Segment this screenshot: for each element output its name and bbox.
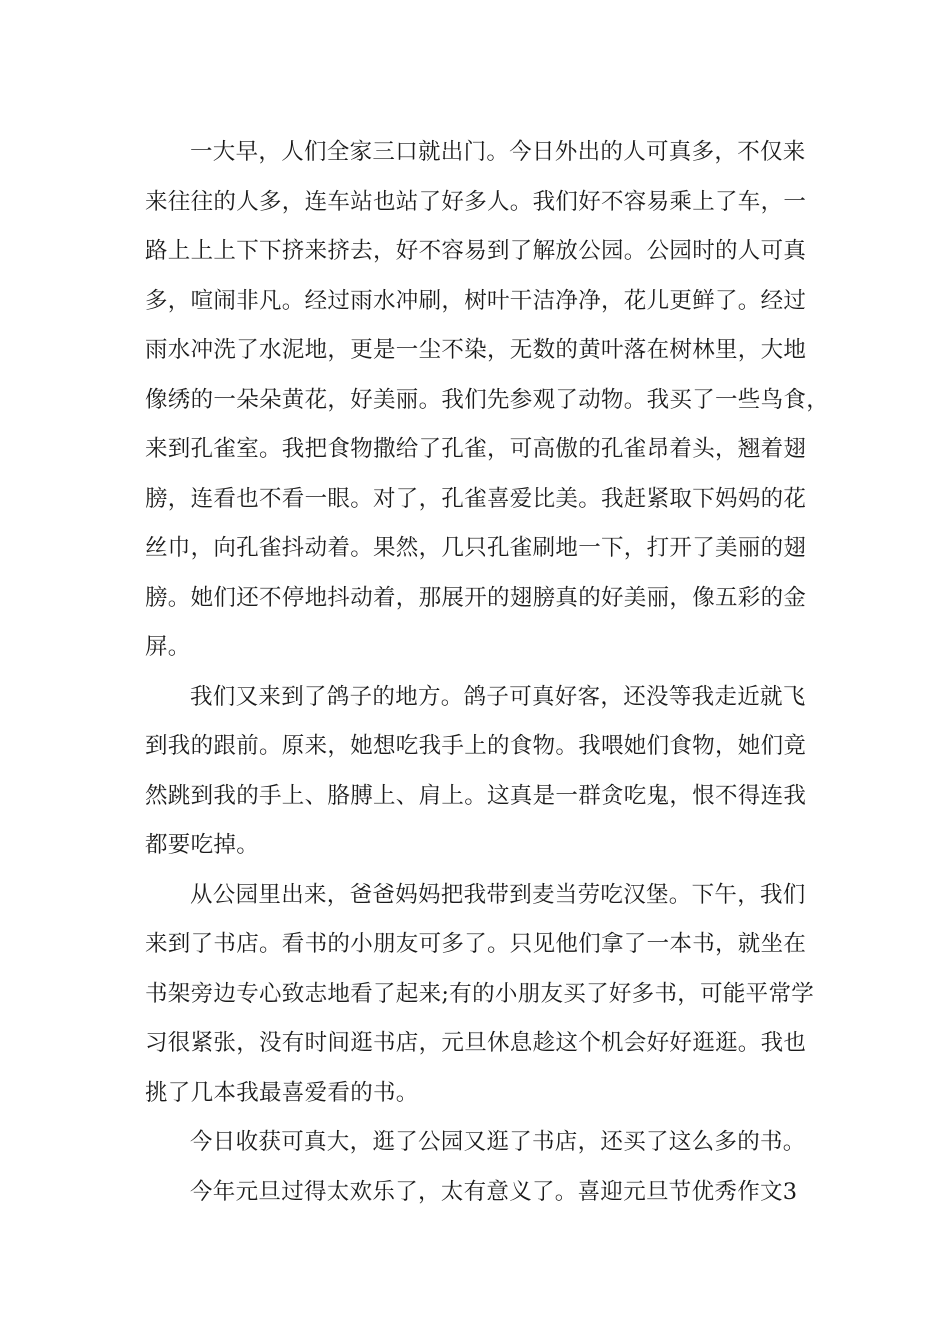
text-line: 一大早，人们全家三口就出门。今日外出的人可真多，不仅来 — [190, 139, 806, 165]
paragraph-harvest — [145, 1118, 825, 1168]
text-line: 路上上上下下挤来挤去，好不容易到了解放公园。公园时的人可真 — [145, 238, 807, 264]
text-line: 来往往的人多，连车站也站了好多人。我们好不容易乘上了车，一 — [145, 188, 807, 215]
text-line: 像绣的一朵朵黄花，好美丽。我们先参观了动物。我买了一些鸟食， — [145, 386, 830, 413]
document-body — [145, 128, 830, 1217]
paragraph-pigeons — [145, 673, 825, 871]
text-line: 来到了书店。看书的小朋友可多了。只见他们拿了一本书，就坐在 — [145, 931, 807, 957]
text-line: 今年元旦过得太欢乐了，太有意义了。喜迎元旦节优秀作文3 — [190, 1178, 798, 1205]
text-line: 膀，连看也不看一眼。对了，孔雀喜爱比美。我赶紧取下妈妈的花 — [145, 485, 807, 512]
text-line: 膀。她们还不停地抖动着，那展开的翅膀真的好美丽，像五彩的金 — [145, 584, 807, 611]
text-line: 到我的跟前。原来，她想吃我手上的食物。我喂她们食物，她们竟 — [145, 733, 807, 759]
text-line: 屏。 — [145, 634, 191, 660]
text-line: 今日收获可真大，逛了公园又逛了书店，还买了这么多的书。 — [190, 1129, 806, 1155]
text-line: 从公园里出来，爸爸妈妈把我带到麦当劳吃汉堡。下午，我们 — [190, 881, 806, 908]
text-line: 习很紧张，没有时间逛书店，元旦休息趁这个机会好好逛逛。我也 — [145, 1030, 807, 1056]
paragraph-park-trip — [145, 128, 830, 673]
text-line: 雨水冲洗了水泥地，更是一尘不染，无数的黄叶落在树林里，大地 — [145, 337, 807, 363]
paragraph-closing — [145, 1168, 825, 1218]
text-line: 多，喧闹非凡。经过雨水冲刷，树叶干洁净净，花儿更鲜了。经过 — [145, 287, 807, 314]
text-line: 书架旁边专心致志地看了起来;有的小朋友买了好多书，可能平常学 — [145, 980, 815, 1007]
paragraph-bookstore — [145, 871, 825, 1119]
text-line: 然跳到我的手上、胳膊上、肩上。这真是一群贪吃鬼，恨不得连我 — [145, 782, 807, 809]
text-line: 我们又来到了鸽子的地方。鸽子可真好客，还没等我走近就飞 — [190, 683, 806, 710]
text-line: 都要吃掉。 — [145, 832, 260, 858]
text-line: 丝巾，向孔雀抖动着。果然，几只孔雀刷地一下，打开了美丽的翅 — [145, 535, 807, 561]
text-line: 挑了几本我最喜爱看的书。 — [145, 1079, 419, 1106]
text-line: 来到孔雀室。我把食物撒给了孔雀，可高傲的孔雀昂着头，翘着翅 — [145, 436, 807, 462]
